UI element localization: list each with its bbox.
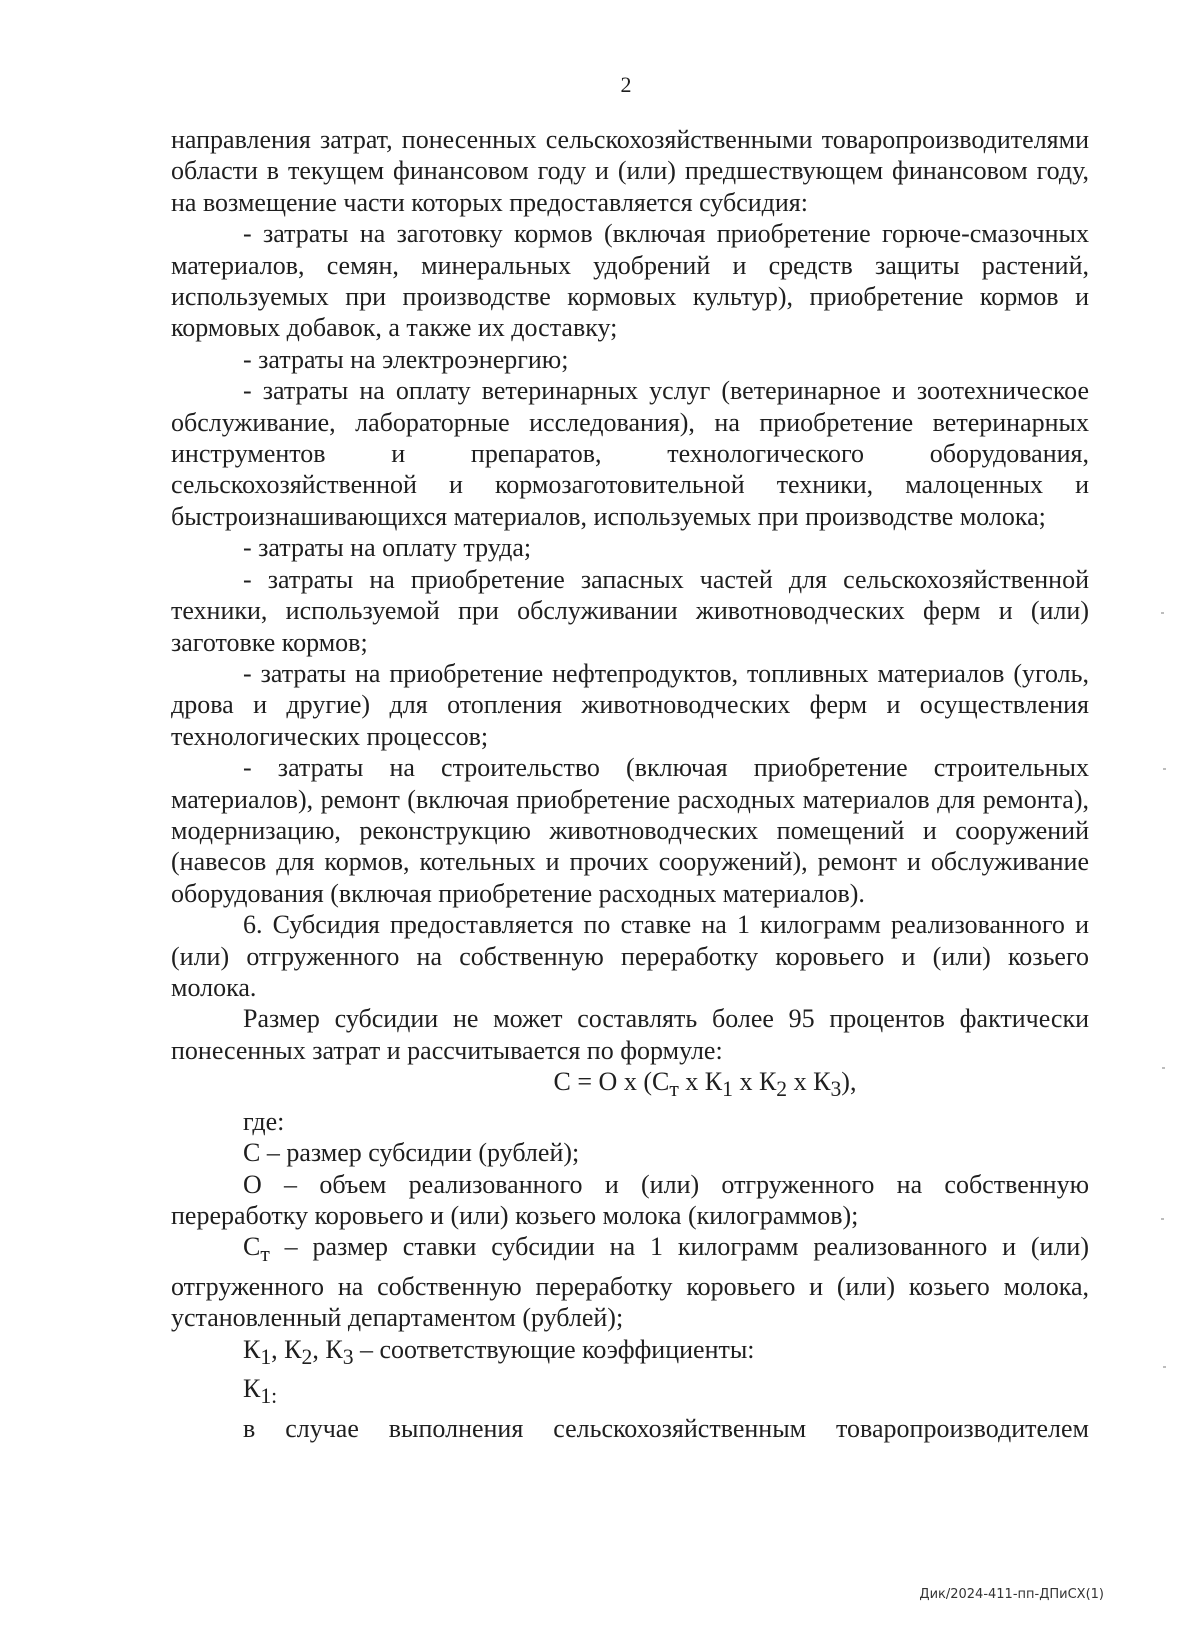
symbol-k1: К [243, 1334, 261, 1364]
heading-k1-subscript: 1: [260, 1384, 278, 1409]
scan-speck [1162, 1067, 1165, 1069]
definition-coefficients-text: – соответствующие коэффициенты: [360, 1334, 755, 1364]
heading-k1-symbol: К [243, 1374, 261, 1404]
symbol-sep-2: , [312, 1334, 326, 1364]
paragraph-subsidy-size: Размер субсидии не может составлять более 95 процентов фактически понесенных затрат и рассчитывается по формуле: [171, 1004, 1089, 1065]
symbol-ct-subscript: т [260, 1242, 270, 1267]
symbol-k3-subscript: 3 [342, 1345, 354, 1369]
paragraph-k1-condition: в случае выполнения сельскохозяйственным товаропроизводителем [243, 1414, 1089, 1443]
list-item-construction-costs: - затраты на строительство (включая приобретение строительных материалов), ремонт (включая приобретение расходных материалов для ремонта), модернизацию, реконструкцию животноводческих помещений и сооружений (навесов для кормов, котельных и прочих сооружений), ремонт и обслуживание оборудования (включая приобретение расходных материалов). [171, 753, 1089, 908]
paragraph-intro: направления затрат, понесенных сельскохозяйственными товаропроизводителями области в текущем финансовом году и (или) предшествующем финансовом году, на возмещение части которых предоставляется субсидия: [171, 125, 1089, 217]
scan-speck [1161, 612, 1164, 614]
formula-k1: х К [678, 1067, 723, 1097]
list-item-spare-parts-costs: - затраты на приобретение запасных частей для сельскохозяйственной техники, используемой при обслуживании животноводческих ферм и (или) заготовке кормов; [171, 564, 1089, 657]
symbol-k2: К [284, 1334, 302, 1364]
list-item-labor-costs: - затраты на оплату труда; [243, 533, 532, 563]
list-item-electricity-costs: - затраты на электроэнергию; [243, 344, 569, 374]
formula-k2-subscript: 2 [776, 1077, 788, 1102]
subsidy-formula [171, 1066, 1089, 1106]
formula-k3: х К [787, 1067, 831, 1097]
symbol-k1-subscript: 1 [260, 1345, 272, 1369]
heading-k1 [171, 1373, 1089, 1413]
formula-k2: х К [732, 1067, 777, 1097]
formula-tail: ), [841, 1067, 857, 1097]
document-code: Дик/2024-411-пп-ДПиСХ(1) [919, 1587, 1104, 1602]
definition-coefficients [171, 1334, 1089, 1374]
document-body [171, 124, 1089, 1444]
symbol-ct: С [243, 1232, 261, 1262]
symbol-k3: К [325, 1334, 343, 1364]
definition-o: О – объем реализованного и (или) отгруженного на собственную переработку коровьего и (или) козьего молока (килограммов); [171, 1169, 1089, 1230]
scan-speck [1161, 1218, 1164, 1220]
formula-k1-subscript: 1 [722, 1077, 733, 1102]
paragraph-clause-6: 6. Субсидия предоставляется по ставке на 1 килограмм реализованного и (или) отгруженного на собственную переработку коровьего и (или) козьего молока. [171, 910, 1089, 1002]
definition-ct-text: – размер ставки субсидии на 1 килограмм реализованного и (или) отгруженного на собственную переработку коровьего и (или) козьего молока, установленный департаментом (рублей); [171, 1232, 1090, 1333]
paragraph-where: где: [243, 1106, 285, 1136]
definition-ct [171, 1231, 1089, 1333]
list-item-fuel-costs: - затраты на приобретение нефтепродуктов, топливных материалов (уголь, дрова и другие) для отопления животноводческих ферм и осуществления технологических процессов; [171, 658, 1089, 751]
symbol-k2-subscript: 2 [301, 1345, 313, 1369]
list-item-veterinary-costs: - затраты на оплату ветеринарных услуг (ветеринарное и зоотехническое обслуживание, лабораторные исследования), на приобретение ветеринарных инструментов и препаратов, технологического оборудования, сельскохозяйственной и кормозаготовительной техники, малоценных и быстроизнашивающихся материалов, используемых при производстве молока; [171, 376, 1089, 531]
page-number: 2 [620, 72, 632, 97]
formula-lhs: С = О х (С [553, 1067, 670, 1097]
list-item-feed-costs: - затраты на заготовку кормов (включая приобретение горюче-смазочных материалов, семян, минеральных удобрений и средств защиты растений, используемых при производстве кормовых культур), приобретение кормов и кормовых добавок, а также их доставку; [171, 219, 1089, 343]
symbol-sep-1: , [271, 1334, 285, 1364]
scan-speck [1163, 768, 1166, 770]
definition-c: С – размер субсидии (рублей); [243, 1138, 580, 1168]
formula-k3-subscript: 3 [830, 1077, 842, 1102]
scan-speck [1163, 1366, 1166, 1368]
formula-ct-subscript: т [669, 1077, 679, 1102]
